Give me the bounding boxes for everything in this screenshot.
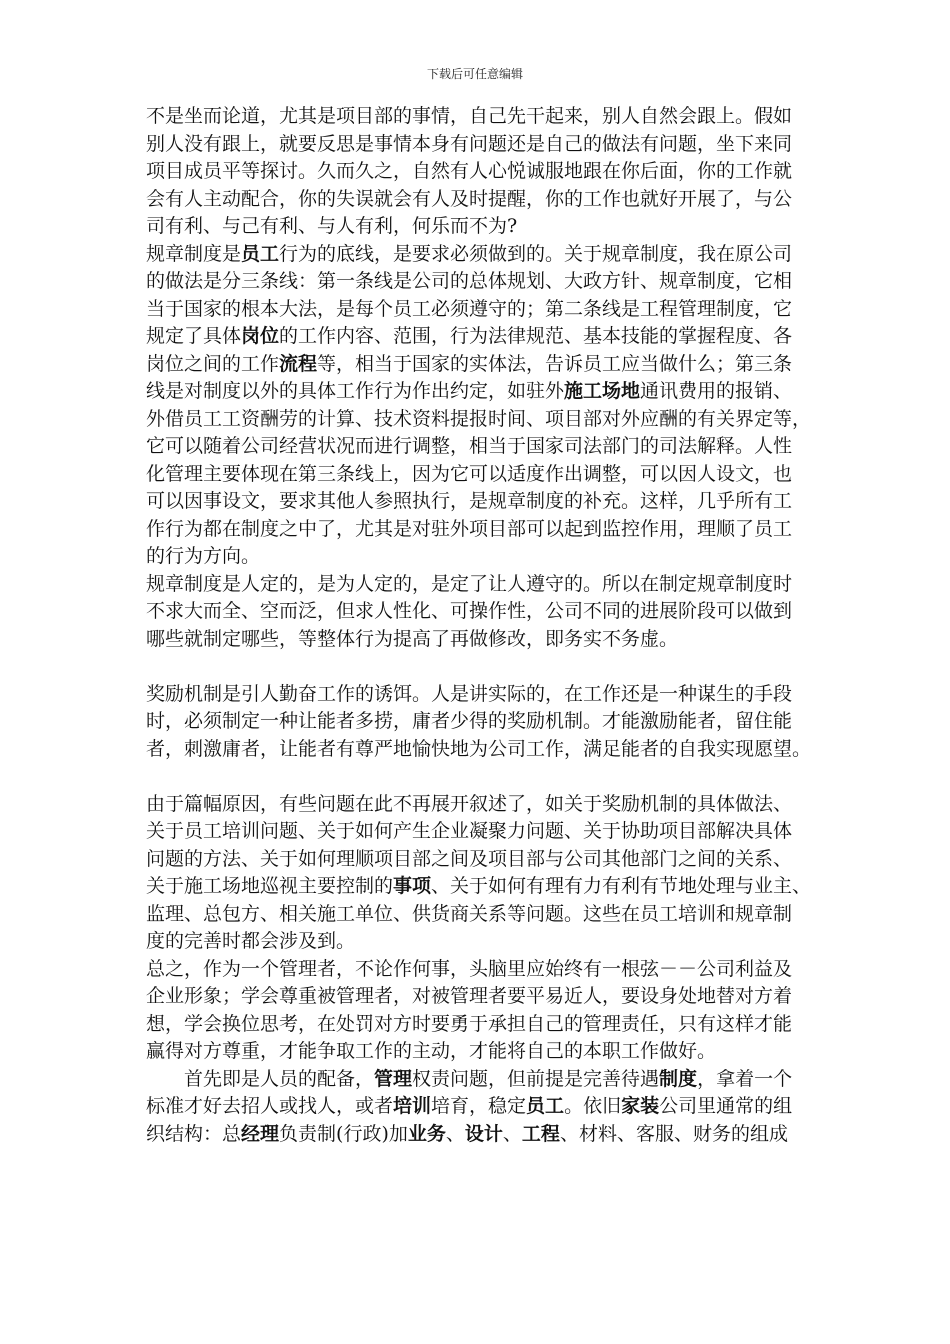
text-line (146, 846, 826, 874)
bold-keyword: 制度 (659, 1067, 698, 1090)
text-line (146, 158, 826, 186)
text-segment: 奖励机制是引人勤奋工作的诱饵。人是讲实际的，在工作还是一种谋生的手段 (146, 682, 793, 705)
text-line (146, 1121, 826, 1149)
text-line (146, 351, 826, 379)
text-segment: 标准才好去招人或找人，或者 (146, 1095, 394, 1117)
text-segment: 当于国家的根本大法，是每个员工必须遵守的；第二条线是工程管理制度，它 (146, 297, 793, 320)
bold-keyword: 岗位 (241, 325, 280, 347)
text-segment: 监理、总包方、相关施工单位、供货商关系等问题。这些在员工培训和规章制 (146, 902, 793, 925)
text-segment: 度的完善时都会涉及到。 (146, 930, 356, 952)
text-line (146, 873, 826, 901)
text-line (146, 1093, 826, 1121)
text-segment: 它可以随着公司经营状况而进行调整，相当于国家司法部门的司法解释。人性 (146, 435, 793, 457)
text-segment: 关于施工场地巡视主要控制的 (146, 875, 394, 897)
text-segment: 规章制度是 (146, 242, 242, 265)
text-segment: 负责制(行政)加 (279, 1122, 408, 1145)
text-line (146, 983, 826, 1011)
text-segment: 关于员工培训问题、关于如何产生企业凝聚力问题、关于协助项目部解决具体 (146, 820, 793, 842)
text-segment: 的行为方向。 (146, 545, 261, 567)
text-line (146, 571, 826, 599)
text-line (146, 928, 826, 956)
text-segment: 作行为都在制度之中了，尤其是对驻外项目部可以起到监控作用，理顺了员工 (146, 517, 793, 540)
text-segment: 、 (502, 1122, 522, 1145)
text-line (146, 818, 826, 846)
text-segment: 培育，稳定 (431, 1095, 527, 1117)
text-line (146, 708, 826, 736)
text-line (146, 323, 826, 351)
bold-keyword: 流程 (279, 352, 318, 375)
text-line (146, 268, 826, 296)
text-line (146, 378, 826, 406)
text-segment: 公司里通常的组 (659, 1095, 793, 1117)
text-line (146, 626, 826, 654)
text-line (146, 1066, 826, 1094)
text-segment: 司有利、与己有利、与人有利，何乐而不为? (146, 215, 518, 237)
text-segment: 不求大而全、空而泛，但求人性化、可操作性，公司不同的进展阶段可以做到 (146, 600, 793, 622)
text-line (146, 1038, 826, 1066)
text-line (146, 956, 826, 984)
text-line (146, 763, 826, 791)
text-line (146, 296, 826, 324)
bold-keyword: 经理 (241, 1122, 280, 1145)
text-line (146, 736, 826, 764)
text-segment: 化管理主要体现在第三条线上，因为它可以适度作出调整，可以因人设文，也 (146, 462, 793, 485)
text-segment: 的做法是分三条线：第一条线是公司的总体规划、大政方针、规章制度，它相 (146, 270, 793, 292)
text-segment: ，拿着一个 (697, 1067, 793, 1090)
text-segment: 的工作内容、范围，行为法律规范、基本技能的掌握程度、各 (279, 325, 793, 347)
text-line (146, 461, 826, 489)
text-segment: 等，相当于国家的实体法，告诉员工应当做什么；第三条 (317, 352, 793, 375)
text-segment: 、关于如何有理有力有利有节地处理与业主、 (431, 875, 812, 897)
text-segment: 由于篇幅原因，有些问题在此不再展开叙述了，如关于奖励机制的具体做法、 (146, 792, 793, 815)
text-segment: 、 (445, 1122, 465, 1145)
text-line (146, 791, 826, 819)
text-line (146, 241, 826, 269)
bold-keyword: 员工 (526, 1095, 565, 1117)
text-line (146, 186, 826, 214)
text-segment: 权责问题，但前提是完善待遇 (412, 1067, 660, 1090)
page-header: 下载后可任意编辑 (426, 67, 523, 81)
text-segment: 织结构：总 (146, 1122, 242, 1145)
text-segment: 线是对制度以外的具体工作行为作出约定，如驻外 (146, 380, 565, 402)
text-segment: 问题的方法、关于如何理顺项目部之间及项目部与公司其他部门之间的关系、 (146, 847, 793, 870)
text-segment: 赢得对方尊重，才能争取工作的主动，才能将自己的本职工作做好。 (146, 1040, 717, 1062)
text-line (146, 516, 826, 544)
text-segment: 岗位之间的工作 (146, 352, 280, 375)
text-line (146, 598, 826, 626)
text-line (146, 433, 826, 461)
document-body (146, 103, 826, 1148)
text-line (146, 103, 826, 131)
bold-keyword: 工程 (521, 1122, 560, 1145)
text-line (146, 543, 826, 571)
text-segment: 规定了具体 (146, 325, 242, 347)
text-line (146, 213, 826, 241)
bold-keyword: 员工 (241, 242, 280, 265)
text-segment: 行为的底线，是要求必须做到的。关于规章制度，我在原公司 (279, 242, 793, 265)
text-line (146, 131, 826, 159)
text-segment: 时，必须制定一种让能者多捞，庸者少得的奖励机制。才能激励能者，留住能 (146, 710, 793, 732)
text-segment: 外借员工工资酬劳的计算、技术资料提报时间、项目部对外应酬的有关界定等， (146, 407, 812, 430)
text-segment: 、材料、客服、财务的组成 (559, 1122, 788, 1145)
text-segment: 想，学会换位思考，在处罚对方时要勇于承担自己的管理责任，只有这样才能 (146, 1012, 793, 1035)
text-segment: 首先即是人员的配备， (146, 1067, 375, 1090)
text-line (146, 681, 826, 709)
text-line (146, 488, 826, 516)
bold-keyword: 管理 (374, 1067, 413, 1090)
text-segment: 者，刺激庸者，让能者有尊严地愉快地为公司工作，满足能者的自我实现愿望。 (146, 737, 812, 760)
text-segment: 项目成员平等探讨。久而久之，自然有人心悦诚服地跟在你后面，你的工作就 (146, 160, 793, 182)
text-segment: 会有人主动配合，你的失误就会有人及时提醒，你的工作也就好开展了，与公 (146, 187, 793, 210)
bold-keyword: 设计 (464, 1122, 503, 1145)
text-segment: 通讯费用的报销、 (640, 380, 793, 402)
text-line (146, 1011, 826, 1039)
bold-keyword: 事项 (393, 875, 432, 897)
text-segment: 规章制度是人定的，是为人定的，是定了让人遵守的。所以在制定规章制度时 (146, 572, 793, 595)
text-segment: 可以因事设文，要求其他人参照执行，是规章制度的补充。这样，几乎所有工 (146, 490, 793, 512)
bold-keyword: 培训 (393, 1095, 432, 1117)
text-segment: 总之，作为一个管理者，不论作何事，头脑里应始终有一根弦－－公司利益及 (146, 957, 793, 980)
text-segment: 企业形象；学会尊重被管理者，对被管理者要平易近人，要设身处地替对方着 (146, 985, 793, 1007)
text-segment: 别人没有跟上，就要反思是事情本身有问题还是自己的做法有问题，坐下来同 (146, 132, 793, 155)
text-segment: 哪些就制定哪些，等整体行为提高了再做修改，即务实不务虚。 (146, 627, 679, 650)
bold-keyword: 业务 (407, 1122, 446, 1145)
text-segment: 。依旧 (564, 1095, 622, 1117)
text-line (146, 901, 826, 929)
bold-keyword: 施工场地 (564, 380, 641, 402)
text-line (146, 406, 826, 434)
text-segment: 不是坐而论道，尤其是项目部的事情，自己先干起来，别人自然会跟上。假如 (146, 105, 793, 127)
text-line (146, 653, 826, 681)
bold-keyword: 家装 (621, 1095, 660, 1117)
